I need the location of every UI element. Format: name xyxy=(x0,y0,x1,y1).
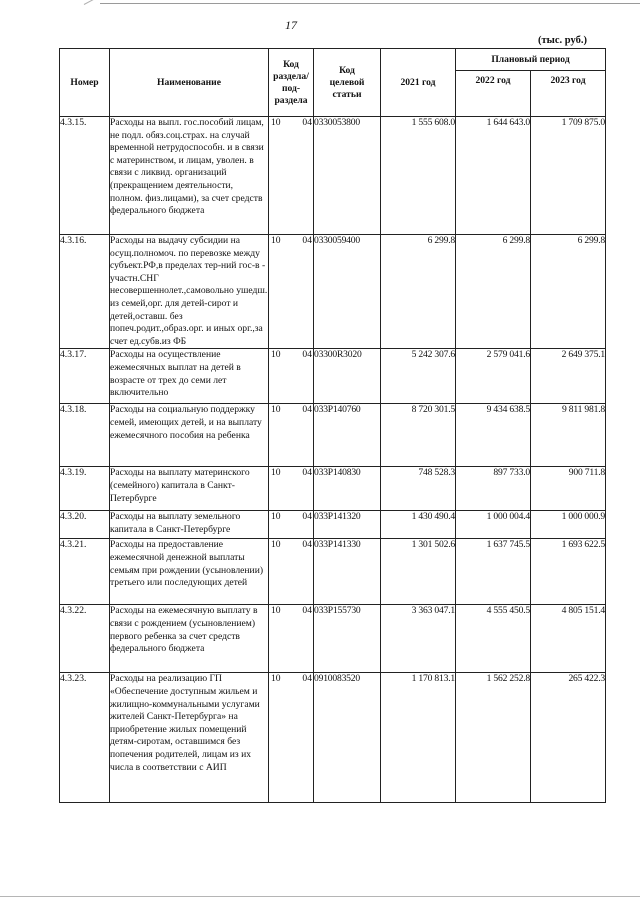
header-section-line: под- xyxy=(281,82,301,94)
row-section: 10 xyxy=(271,467,281,479)
row-value-2022: 2 579 041.6 xyxy=(456,349,531,404)
row-value-2023: 2 649 375.1 xyxy=(531,349,606,404)
row-subsection: 04 xyxy=(302,511,312,523)
header-section-line: раздела xyxy=(274,94,308,106)
row-number: 4.3.16. xyxy=(60,235,110,349)
row-value-2022: 1 637 745.5 xyxy=(456,539,531,605)
row-number: 4.3.21. xyxy=(60,539,110,605)
row-section: 10 xyxy=(271,673,281,685)
page-number: 17 xyxy=(285,18,297,32)
row-subsection: 04 xyxy=(302,467,312,479)
row-value-2021: 1 301 502.6 xyxy=(381,539,456,605)
header-planned-period: Плановый период xyxy=(456,49,606,71)
row-subsection: 04 xyxy=(302,605,312,617)
row-section-code xyxy=(269,349,314,404)
row-number: 4.3.19. xyxy=(60,467,110,511)
row-section: 10 xyxy=(271,117,281,128)
scan-edge-line xyxy=(100,3,640,4)
row-name: Расходы на осуществление ежемесячных выплат на детей в возрасте от трех до семи лет включительно xyxy=(110,349,269,404)
row-section: 10 xyxy=(271,404,281,416)
header-name: Наименование xyxy=(110,49,269,117)
row-section-code xyxy=(269,467,314,511)
row-value-2023: 4 805 151.4 xyxy=(531,605,606,673)
row-subsection: 04 xyxy=(302,235,312,246)
row-value-2022: 1 562 252.8 xyxy=(456,673,531,803)
row-section-code xyxy=(269,235,314,349)
row-value-2021: 8 720 301.5 xyxy=(381,404,456,467)
table-row xyxy=(60,235,606,349)
row-section-code xyxy=(269,673,314,803)
row-name: Расходы на выплату материнского (семейного) капитала в Санкт-Петербурге xyxy=(110,467,269,511)
row-value-2021: 1 555 608.0 xyxy=(381,117,456,235)
budget-table xyxy=(59,48,606,803)
row-name: Расходы на ежемесячную выплату в связи с рождением (усыновлением) первого ребенка за счет средств федерального бюджета xyxy=(110,605,269,673)
row-value-2023: 9 811 981.8 xyxy=(531,404,606,467)
row-value-2022: 897 733.0 xyxy=(456,467,531,511)
table-row xyxy=(60,467,606,511)
row-number: 4.3.17. xyxy=(60,349,110,404)
row-subsection: 04 xyxy=(302,117,312,128)
row-target-code: 03300R3020 xyxy=(314,349,381,404)
table-row xyxy=(60,605,606,673)
row-section-code xyxy=(269,539,314,605)
row-section-code xyxy=(269,511,314,539)
header-number: Номер xyxy=(60,49,110,117)
row-section: 10 xyxy=(271,349,281,361)
row-number: 4.3.20. xyxy=(60,511,110,539)
row-number: 4.3.23. xyxy=(60,673,110,803)
row-value-2022: 1 644 643.0 xyxy=(456,117,531,235)
row-target-code: 0330059400 xyxy=(314,235,381,349)
row-target-code: 033Р141320 xyxy=(314,511,381,539)
header-target-code xyxy=(314,49,381,117)
row-name: Расходы на выдачу субсидии на осущ.полномоч. по перевозке между субъект.РФ,в пределах тер-ний гос-в - участн.СНГ несовершеннолет.,самовольно ушедш. из семей,орг. для детей-сирот и детей,оставш. без попеч.родит.,образ.орг. и иных орг.,за счет ед.субв.из ФБ xyxy=(110,235,269,349)
header-section-line: раздела/ xyxy=(273,70,309,82)
header-target-line: целевой xyxy=(329,76,365,88)
units-label: (тыс. руб.) xyxy=(538,35,587,46)
row-number: 4.3.18. xyxy=(60,404,110,467)
row-section: 10 xyxy=(271,539,281,551)
row-value-2021: 3 363 047.1 xyxy=(381,605,456,673)
header-section-code xyxy=(269,49,314,117)
header-year-2022: 2022 год xyxy=(456,71,531,117)
row-target-code: 033Р141330 xyxy=(314,539,381,605)
row-value-2021: 5 242 307.6 xyxy=(381,349,456,404)
row-subsection: 04 xyxy=(302,673,312,685)
row-name: Расходы на выпл. гос.пособий лицам, не подл. обяз.соц.страх. на случай временной нетрудоспособн. и в связи с материнством, и лицам, уволен. в связи с ликвид. организаций (прекращением деятельности, полном. физ.лицами), за счет средств федерального бюджета xyxy=(110,117,269,235)
row-value-2022: 4 555 450.5 xyxy=(456,605,531,673)
row-number: 4.3.22. xyxy=(60,605,110,673)
header-year-2021: 2021 год xyxy=(381,49,456,117)
row-value-2022: 9 434 638.5 xyxy=(456,404,531,467)
row-section-code xyxy=(269,605,314,673)
row-name: Расходы на выплату земельного капитала в Санкт-Петербурге xyxy=(110,511,269,539)
row-value-2023: 1 709 875.0 xyxy=(531,117,606,235)
table-row xyxy=(60,539,606,605)
row-section-code xyxy=(269,117,314,235)
row-value-2022: 1 000 004.4 xyxy=(456,511,531,539)
row-value-2021: 6 299.8 xyxy=(381,235,456,349)
row-subsection: 04 xyxy=(302,404,312,416)
row-value-2023: 265 422.3 xyxy=(531,673,606,803)
row-name: Расходы на реализацию ГП «Обеспечение доступным жильем и жилищно-коммунальными услугами жителей Санкт-Петербурга» на приобретение жилых помещений детям-сиротам, оставшимся без попечения родителей, лицам из их числа в соответствии с АИП xyxy=(110,673,269,803)
row-value-2023: 1 693 622.5 xyxy=(531,539,606,605)
table-row xyxy=(60,349,606,404)
row-target-code: 033Р140830 xyxy=(314,467,381,511)
row-target-code: 033Р155730 xyxy=(314,605,381,673)
row-target-code: 033Р140760 xyxy=(314,404,381,467)
row-number: 4.3.15. xyxy=(60,117,110,235)
row-value-2022: 6 299.8 xyxy=(456,235,531,349)
row-value-2021: 748 528.3 xyxy=(381,467,456,511)
table-row xyxy=(60,511,606,539)
row-value-2023: 900 711.8 xyxy=(531,467,606,511)
header-target-line: Код xyxy=(339,64,355,76)
row-name: Расходы на предоставление ежемесячной денежной выплаты семьям при рождении (усыновлении) третьего или последующих детей xyxy=(110,539,269,605)
header-section-line: Код xyxy=(283,58,299,70)
row-value-2023: 6 299.8 xyxy=(531,235,606,349)
row-target-code: 0330053800 xyxy=(314,117,381,235)
row-value-2021: 1 170 813.1 xyxy=(381,673,456,803)
table-row xyxy=(60,404,606,467)
table-row xyxy=(60,117,606,235)
row-target-code: 0910083520 xyxy=(314,673,381,803)
row-section-code xyxy=(269,404,314,467)
row-subsection: 04 xyxy=(302,539,312,551)
row-section: 10 xyxy=(271,605,281,617)
row-section: 10 xyxy=(271,235,281,246)
row-section: 10 xyxy=(271,511,281,523)
table-row xyxy=(60,673,606,803)
row-value-2023: 1 000 000.9 xyxy=(531,511,606,539)
row-subsection: 04 xyxy=(302,349,312,361)
scan-bottom-line xyxy=(0,896,640,897)
row-value-2021: 1 430 490.4 xyxy=(381,511,456,539)
header-year-2023: 2023 год xyxy=(531,71,606,117)
header-target-line: статьи xyxy=(332,88,362,100)
row-name: Расходы на социальную поддержку семей, имеющих детей, и на выплату ежемесячного пособия на ребенка xyxy=(110,404,269,467)
